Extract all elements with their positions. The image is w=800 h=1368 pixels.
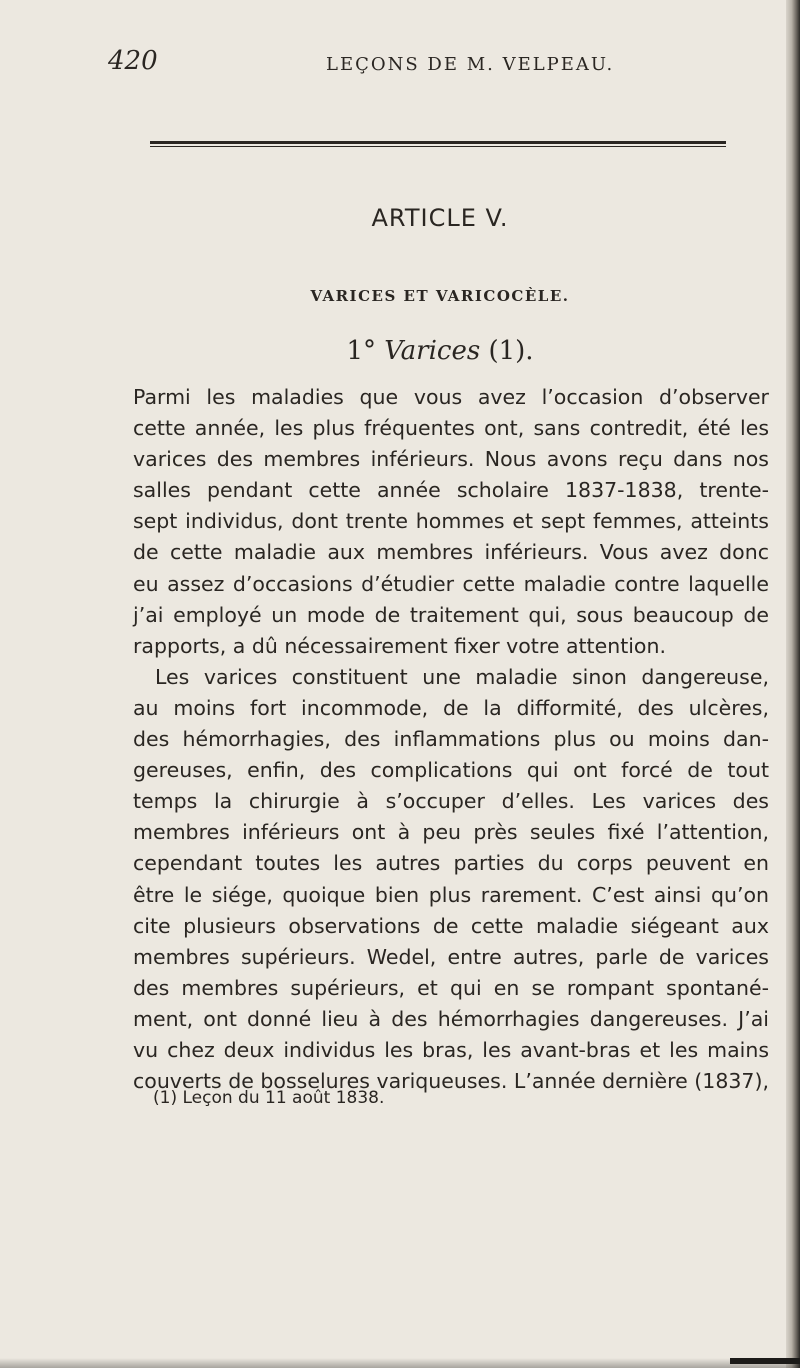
text-line: cite plusieurs observations de cette maladie siégeant aux xyxy=(133,913,769,938)
article-title: ARTICLE V. xyxy=(371,204,509,232)
text-line: couverts de bosselures variqueuses. L’année dernière (1837), xyxy=(133,1069,769,1094)
text-line: rapports, a dû nécessairement fixer votre attention. xyxy=(133,633,666,658)
text-line: j’ai employé un mode de traitement qui, sous beaucoup de xyxy=(133,602,769,627)
rule-thick-line xyxy=(150,141,726,144)
text-line: des hémorrhagies, des inflammations plus ou moins dan- xyxy=(133,727,769,752)
text-line: Les varices constituent une maladie sinon dangereuse, xyxy=(155,664,769,689)
section-title: Varices xyxy=(384,336,481,366)
header-rule xyxy=(150,141,726,147)
text-line: au moins fort incommode, de la difformité, des ulcères, xyxy=(133,695,769,720)
text-line: ment, ont donné lieu à des hémorrhagies dangereuses. J’ai xyxy=(133,1006,769,1031)
corner-ink-mark xyxy=(730,1358,800,1364)
text-line: de cette maladie aux membres inférieurs. Vous avez donc xyxy=(133,540,769,565)
page-header xyxy=(108,46,748,86)
text-line: vu chez deux individus les bras, les avant-bras et les mains xyxy=(133,1037,769,1062)
section-heading xyxy=(0,336,800,366)
text-line: cependant toutes les autres parties du corps peuvent en xyxy=(133,851,769,876)
text-line: Parmi les maladies que vous avez l’occasion d’observer xyxy=(133,385,769,409)
page-number: 420 xyxy=(108,46,158,76)
text-line: être le siége, quoique bien plus rarement. C’est ainsi qu’on xyxy=(133,882,769,907)
text-line: des membres supérieurs, et qui en se rompant spontané- xyxy=(133,975,769,1000)
section-number: 1° xyxy=(346,336,376,366)
running-head: LEÇONS DE M. VELPEAU. xyxy=(326,54,615,75)
text-line: eu assez d’occasions d’étudier cette maladie contre laquelle xyxy=(133,571,769,596)
rule-thin-line xyxy=(150,146,726,147)
text-line: membres inférieurs ont à peu près seules fixé l’attention, xyxy=(133,820,769,845)
footnote: (1) Leçon du 11 août 1838. xyxy=(153,1088,385,1108)
article-subtitle: VARICES ET VARICOCÈLE. xyxy=(310,287,570,305)
text-line: sept individus, dont trente hommes et sept femmes, atteints xyxy=(133,509,769,534)
text-line: salles pendant cette année scholaire 1837-1838, trente- xyxy=(133,478,769,503)
section-note-ref: (1). xyxy=(488,336,534,366)
text-line: membres supérieurs. Wedel, entre autres, parle de varices xyxy=(133,944,769,969)
body-text xyxy=(133,382,769,1097)
text-line: cette année, les plus fréquentes ont, sans contredit, été les xyxy=(133,416,769,441)
bottom-edge-shadow xyxy=(0,1358,800,1368)
text-line: temps la chirurgie à s’occuper d’elles. Les varices des xyxy=(133,789,769,814)
text-line: varices des membres inférieurs. Nous avons reçu dans nos xyxy=(133,447,769,472)
text-line: gereuses, enfin, des complications qui ont forcé de tout xyxy=(133,758,769,783)
